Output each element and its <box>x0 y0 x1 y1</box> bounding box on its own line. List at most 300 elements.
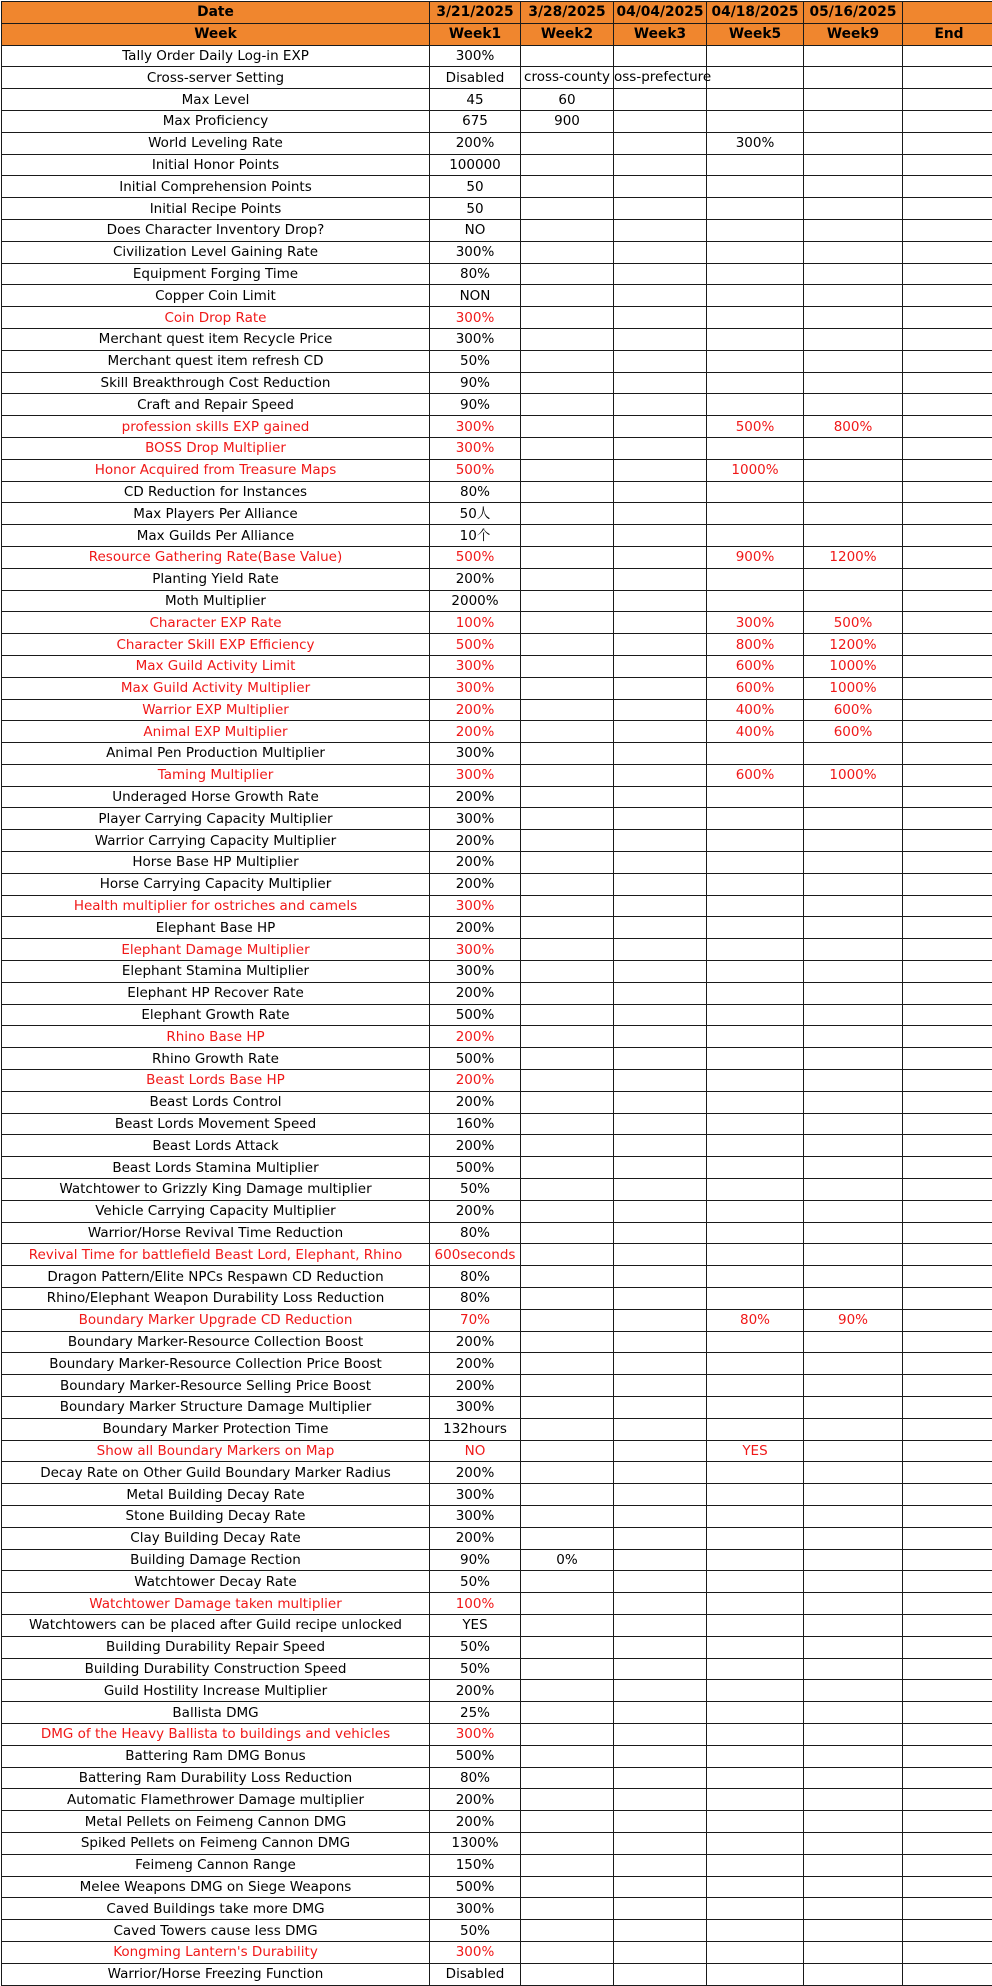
end-value-cell[interactable] <box>903 307 992 329</box>
week5-value-cell[interactable] <box>707 525 804 547</box>
header-cell-week1[interactable]: Week1 <box>430 23 521 45</box>
week5-value-cell[interactable] <box>707 1222 804 1244</box>
week1-value-cell[interactable]: 300% <box>430 939 521 961</box>
end-value-cell[interactable] <box>903 1397 992 1419</box>
setting-name-cell[interactable]: Watchtower Damage taken multiplier <box>2 1593 430 1615</box>
week2-value-cell[interactable] <box>521 634 614 656</box>
week2-value-cell[interactable] <box>521 721 614 743</box>
week3-value-cell[interactable] <box>614 1527 707 1549</box>
week1-value-cell[interactable]: 300% <box>430 655 521 677</box>
setting-name-cell[interactable]: Moth Multiplier <box>2 590 430 612</box>
week9-value-cell[interactable] <box>804 154 903 176</box>
week9-value-cell[interactable] <box>804 1113 903 1135</box>
week1-value-cell[interactable]: 70% <box>430 1309 521 1331</box>
week9-value-cell[interactable] <box>804 1854 903 1876</box>
week1-value-cell[interactable]: 150% <box>430 1854 521 1876</box>
setting-name-cell[interactable]: Horse Carrying Capacity Multiplier <box>2 873 430 895</box>
week1-value-cell[interactable]: 50 <box>430 176 521 198</box>
setting-name-cell[interactable]: Metal Pellets on Feimeng Cannon DMG <box>2 1811 430 1833</box>
week9-value-cell[interactable] <box>804 786 903 808</box>
header-cell-week2[interactable]: Week2 <box>521 23 614 45</box>
week2-value-cell[interactable] <box>521 198 614 220</box>
week1-value-cell[interactable]: 200% <box>430 1331 521 1353</box>
end-value-cell[interactable] <box>903 1440 992 1462</box>
week1-value-cell[interactable]: 50% <box>430 1571 521 1593</box>
end-value-cell[interactable] <box>903 1244 992 1266</box>
week3-value-cell[interactable] <box>614 1440 707 1462</box>
week5-value-cell[interactable]: 400% <box>707 699 804 721</box>
setting-name-cell[interactable]: Boundary Marker-Resource Selling Price Boost <box>2 1375 430 1397</box>
end-value-cell[interactable] <box>903 241 992 263</box>
week1-value-cell[interactable]: 200% <box>430 1527 521 1549</box>
week3-value-cell[interactable] <box>614 1331 707 1353</box>
end-value-cell[interactable] <box>903 917 992 939</box>
week3-value-cell[interactable] <box>614 1004 707 1026</box>
end-value-cell[interactable] <box>903 263 992 285</box>
week5-value-cell[interactable] <box>707 1288 804 1310</box>
end-value-cell[interactable] <box>903 721 992 743</box>
week5-value-cell[interactable] <box>707 808 804 830</box>
week1-value-cell[interactable]: 300% <box>430 1723 521 1745</box>
week3-value-cell[interactable] <box>614 1614 707 1636</box>
week3-value-cell[interactable] <box>614 1397 707 1419</box>
setting-name-cell[interactable]: Elephant Growth Rate <box>2 1004 430 1026</box>
setting-name-cell[interactable]: Ballista DMG <box>2 1702 430 1724</box>
week5-value-cell[interactable] <box>707 241 804 263</box>
week9-value-cell[interactable] <box>804 961 903 983</box>
week2-value-cell[interactable] <box>521 1440 614 1462</box>
week9-value-cell[interactable] <box>804 1484 903 1506</box>
week1-value-cell[interactable]: 200% <box>430 699 521 721</box>
week1-value-cell[interactable]: 200% <box>430 1026 521 1048</box>
end-value-cell[interactable] <box>903 1048 992 1070</box>
week2-value-cell[interactable] <box>521 328 614 350</box>
week5-value-cell[interactable] <box>707 1135 804 1157</box>
end-value-cell[interactable] <box>903 372 992 394</box>
week9-value-cell[interactable] <box>804 1004 903 1026</box>
week2-value-cell[interactable] <box>521 1920 614 1942</box>
week3-value-cell[interactable] <box>614 394 707 416</box>
end-value-cell[interactable] <box>903 503 992 525</box>
week5-value-cell[interactable] <box>707 1941 804 1963</box>
week9-value-cell[interactable] <box>804 307 903 329</box>
week3-value-cell[interactable] <box>614 786 707 808</box>
end-value-cell[interactable] <box>903 1462 992 1484</box>
setting-name-cell[interactable]: Feimeng Cannon Range <box>2 1854 430 1876</box>
end-value-cell[interactable] <box>903 1636 992 1658</box>
week9-value-cell[interactable]: 1200% <box>804 634 903 656</box>
setting-name-cell[interactable]: Horse Base HP Multiplier <box>2 852 430 874</box>
header-cell-date-week9[interactable]: 05/16/2025 <box>804 2 903 24</box>
week5-value-cell[interactable] <box>707 1200 804 1222</box>
week1-value-cell[interactable]: NO <box>430 219 521 241</box>
week5-value-cell[interactable]: 1000% <box>707 459 804 481</box>
end-value-cell[interactable] <box>903 1331 992 1353</box>
week9-value-cell[interactable] <box>804 1179 903 1201</box>
week3-value-cell[interactable] <box>614 1549 707 1571</box>
setting-name-cell[interactable]: Merchant quest item Recycle Price <box>2 328 430 350</box>
week9-value-cell[interactable] <box>804 1135 903 1157</box>
week3-value-cell[interactable] <box>614 982 707 1004</box>
week3-value-cell[interactable] <box>614 1789 707 1811</box>
week1-value-cell[interactable]: 200% <box>430 1680 521 1702</box>
week2-value-cell[interactable] <box>521 1113 614 1135</box>
setting-name-cell[interactable]: Metal Building Decay Rate <box>2 1484 430 1506</box>
week1-value-cell[interactable]: 300% <box>430 1505 521 1527</box>
setting-name-cell[interactable]: Animal Pen Production Multiplier <box>2 743 430 765</box>
week2-value-cell[interactable] <box>521 416 614 438</box>
end-value-cell[interactable] <box>903 982 992 1004</box>
week2-value-cell[interactable] <box>521 546 614 568</box>
week5-value-cell[interactable] <box>707 1266 804 1288</box>
week5-value-cell[interactable]: 300% <box>707 612 804 634</box>
week9-value-cell[interactable]: 1000% <box>804 677 903 699</box>
week9-value-cell[interactable] <box>804 895 903 917</box>
week2-value-cell[interactable] <box>521 939 614 961</box>
week5-value-cell[interactable] <box>707 568 804 590</box>
week2-value-cell[interactable] <box>521 525 614 547</box>
setting-name-cell[interactable]: Guild Hostility Increase Multiplier <box>2 1680 430 1702</box>
end-value-cell[interactable] <box>903 808 992 830</box>
week9-value-cell[interactable]: 1200% <box>804 546 903 568</box>
end-value-cell[interactable] <box>903 546 992 568</box>
end-value-cell[interactable] <box>903 1593 992 1615</box>
week5-value-cell[interactable] <box>707 895 804 917</box>
week2-value-cell[interactable] <box>521 1702 614 1724</box>
week9-value-cell[interactable] <box>804 1636 903 1658</box>
week5-value-cell[interactable] <box>707 1157 804 1179</box>
week2-value-cell[interactable] <box>521 1179 614 1201</box>
week3-value-cell[interactable] <box>614 590 707 612</box>
week1-value-cell[interactable]: 500% <box>430 1157 521 1179</box>
setting-name-cell[interactable]: Building Durability Repair Speed <box>2 1636 430 1658</box>
end-value-cell[interactable] <box>903 677 992 699</box>
week5-value-cell[interactable] <box>707 982 804 1004</box>
week9-value-cell[interactable]: 600% <box>804 699 903 721</box>
week5-value-cell[interactable] <box>707 1179 804 1201</box>
week5-value-cell[interactable] <box>707 830 804 852</box>
week2-value-cell[interactable] <box>521 1070 614 1092</box>
end-value-cell[interactable] <box>903 67 992 89</box>
week9-value-cell[interactable] <box>804 525 903 547</box>
week5-value-cell[interactable] <box>707 1026 804 1048</box>
week9-value-cell[interactable] <box>804 1266 903 1288</box>
end-value-cell[interactable] <box>903 830 992 852</box>
setting-name-cell[interactable]: Initial Recipe Points <box>2 198 430 220</box>
setting-name-cell[interactable]: Decay Rate on Other Guild Boundary Marker Radius <box>2 1462 430 1484</box>
end-value-cell[interactable] <box>903 568 992 590</box>
setting-name-cell[interactable]: Kongming Lantern's Durability <box>2 1941 430 1963</box>
week2-value-cell[interactable] <box>521 481 614 503</box>
week3-value-cell[interactable] <box>614 1200 707 1222</box>
week1-value-cell[interactable]: 200% <box>430 721 521 743</box>
week9-value-cell[interactable] <box>804 1048 903 1070</box>
week9-value-cell[interactable] <box>804 743 903 765</box>
week5-value-cell[interactable]: 600% <box>707 655 804 677</box>
week3-value-cell[interactable] <box>614 437 707 459</box>
week3-value-cell[interactable] <box>614 873 707 895</box>
week5-value-cell[interactable]: 400% <box>707 721 804 743</box>
week9-value-cell[interactable] <box>804 1832 903 1854</box>
week2-value-cell[interactable] <box>521 808 614 830</box>
week5-value-cell[interactable] <box>707 1418 804 1440</box>
week9-value-cell[interactable] <box>804 917 903 939</box>
setting-name-cell[interactable]: Elephant Stamina Multiplier <box>2 961 430 983</box>
setting-name-cell[interactable]: Underaged Horse Growth Rate <box>2 786 430 808</box>
week5-value-cell[interactable] <box>707 1789 804 1811</box>
week5-value-cell[interactable]: 500% <box>707 416 804 438</box>
week3-value-cell[interactable] <box>614 1375 707 1397</box>
week3-value-cell[interactable] <box>614 1418 707 1440</box>
end-value-cell[interactable] <box>903 1484 992 1506</box>
end-value-cell[interactable] <box>903 45 992 67</box>
end-value-cell[interactable] <box>903 1832 992 1854</box>
week9-value-cell[interactable] <box>804 1288 903 1310</box>
week3-value-cell[interactable] <box>614 699 707 721</box>
week1-value-cell[interactable]: 200% <box>430 830 521 852</box>
week5-value-cell[interactable] <box>707 307 804 329</box>
week1-value-cell[interactable]: 200% <box>430 1789 521 1811</box>
week9-value-cell[interactable] <box>804 1462 903 1484</box>
end-value-cell[interactable] <box>903 176 992 198</box>
week1-value-cell[interactable]: 200% <box>430 132 521 154</box>
week9-value-cell[interactable]: 1000% <box>804 655 903 677</box>
end-value-cell[interactable] <box>903 1658 992 1680</box>
week3-value-cell[interactable] <box>614 546 707 568</box>
setting-name-cell[interactable]: Caved Towers cause less DMG <box>2 1920 430 1942</box>
week9-value-cell[interactable] <box>804 1549 903 1571</box>
week5-value-cell[interactable] <box>707 1593 804 1615</box>
week3-value-cell[interactable] <box>614 176 707 198</box>
week5-value-cell[interactable]: 600% <box>707 677 804 699</box>
week3-value-cell[interactable] <box>614 1723 707 1745</box>
week1-value-cell[interactable]: 200% <box>430 873 521 895</box>
week2-value-cell[interactable] <box>521 394 614 416</box>
setting-name-cell[interactable]: Boundary Marker-Resource Collection Price Boost <box>2 1353 430 1375</box>
week3-value-cell[interactable] <box>614 1658 707 1680</box>
week2-value-cell[interactable] <box>521 372 614 394</box>
setting-name-cell[interactable]: Watchtowers can be placed after Guild recipe unlocked <box>2 1614 430 1636</box>
week9-value-cell[interactable] <box>804 198 903 220</box>
week5-value-cell[interactable]: 80% <box>707 1309 804 1331</box>
week5-value-cell[interactable]: 800% <box>707 634 804 656</box>
setting-name-cell[interactable]: Warrior/Horse Freezing Function <box>2 1963 430 1985</box>
week3-value-cell[interactable] <box>614 307 707 329</box>
setting-name-cell[interactable]: Craft and Repair Speed <box>2 394 430 416</box>
week2-value-cell[interactable] <box>521 1331 614 1353</box>
setting-name-cell[interactable]: Boundary Marker-Resource Collection Boost <box>2 1331 430 1353</box>
week2-value-cell[interactable] <box>521 1658 614 1680</box>
week3-value-cell[interactable] <box>614 285 707 307</box>
end-value-cell[interactable] <box>903 873 992 895</box>
week3-value-cell[interactable] <box>614 219 707 241</box>
setting-name-cell[interactable]: Resource Gathering Rate(Base Value) <box>2 546 430 568</box>
week9-value-cell[interactable] <box>804 1745 903 1767</box>
week9-value-cell[interactable] <box>804 1658 903 1680</box>
week5-value-cell[interactable] <box>707 1004 804 1026</box>
week3-value-cell[interactable] <box>614 1571 707 1593</box>
week9-value-cell[interactable] <box>804 45 903 67</box>
week2-value-cell[interactable] <box>521 1200 614 1222</box>
week1-value-cell[interactable]: 80% <box>430 1288 521 1310</box>
end-value-cell[interactable] <box>903 612 992 634</box>
week9-value-cell[interactable] <box>804 1222 903 1244</box>
week5-value-cell[interactable] <box>707 154 804 176</box>
week3-value-cell[interactable] <box>614 1680 707 1702</box>
week5-value-cell[interactable] <box>707 1898 804 1920</box>
end-value-cell[interactable] <box>903 1854 992 1876</box>
week2-value-cell[interactable] <box>521 699 614 721</box>
week1-value-cell[interactable]: 300% <box>430 1898 521 1920</box>
week1-value-cell[interactable]: 80% <box>430 1767 521 1789</box>
week9-value-cell[interactable] <box>804 568 903 590</box>
week3-value-cell[interactable] <box>614 198 707 220</box>
week9-value-cell[interactable] <box>804 459 903 481</box>
week9-value-cell[interactable] <box>804 1200 903 1222</box>
week1-value-cell[interactable]: 300% <box>430 307 521 329</box>
week1-value-cell[interactable]: 90% <box>430 394 521 416</box>
week1-value-cell[interactable]: 10个 <box>430 525 521 547</box>
week3-value-cell[interactable] <box>614 132 707 154</box>
week2-value-cell[interactable] <box>521 1375 614 1397</box>
week2-value-cell[interactable] <box>521 503 614 525</box>
week1-value-cell[interactable]: 200% <box>430 1070 521 1092</box>
week9-value-cell[interactable] <box>804 939 903 961</box>
week2-value-cell[interactable] <box>521 1266 614 1288</box>
week9-value-cell[interactable] <box>804 503 903 525</box>
week5-value-cell[interactable] <box>707 1113 804 1135</box>
week2-value-cell[interactable] <box>521 743 614 765</box>
week2-value-cell[interactable] <box>521 1941 614 1963</box>
setting-name-cell[interactable]: Revival Time for battlefield Beast Lord, Elephant, Rhino <box>2 1244 430 1266</box>
header-cell-date[interactable]: Date <box>2 2 430 24</box>
week5-value-cell[interactable] <box>707 219 804 241</box>
end-value-cell[interactable] <box>903 154 992 176</box>
setting-name-cell[interactable]: Boundary Marker Protection Time <box>2 1418 430 1440</box>
end-value-cell[interactable] <box>903 89 992 111</box>
week3-value-cell[interactable] <box>614 1920 707 1942</box>
week3-value-cell[interactable] <box>614 350 707 372</box>
week3-value-cell[interactable] <box>614 1135 707 1157</box>
week9-value-cell[interactable] <box>804 1331 903 1353</box>
week1-value-cell[interactable]: 25% <box>430 1702 521 1724</box>
week2-value-cell[interactable] <box>521 590 614 612</box>
week3-value-cell[interactable] <box>614 1832 707 1854</box>
week2-value-cell[interactable] <box>521 1767 614 1789</box>
week9-value-cell[interactable] <box>804 1244 903 1266</box>
week2-value-cell[interactable] <box>521 1135 614 1157</box>
end-value-cell[interactable] <box>903 1898 992 1920</box>
week3-value-cell[interactable] <box>614 241 707 263</box>
week1-value-cell[interactable]: NON <box>430 285 521 307</box>
week3-value-cell[interactable] <box>614 1745 707 1767</box>
week3-value-cell[interactable] <box>614 1353 707 1375</box>
week2-value-cell[interactable]: 900 <box>521 110 614 132</box>
header-cell-date-week5[interactable]: 04/18/2025 <box>707 2 804 24</box>
week5-value-cell[interactable] <box>707 1614 804 1636</box>
week5-value-cell[interactable] <box>707 1353 804 1375</box>
week5-value-cell[interactable] <box>707 1549 804 1571</box>
week1-value-cell[interactable]: 50% <box>430 350 521 372</box>
end-value-cell[interactable] <box>903 1135 992 1157</box>
week1-value-cell[interactable]: 50% <box>430 1636 521 1658</box>
week5-value-cell[interactable] <box>707 350 804 372</box>
week9-value-cell[interactable] <box>804 1418 903 1440</box>
setting-name-cell[interactable]: Vehicle Carrying Capacity Multiplier <box>2 1200 430 1222</box>
week9-value-cell[interactable] <box>804 982 903 1004</box>
week2-value-cell[interactable] <box>521 1680 614 1702</box>
week2-value-cell[interactable] <box>521 1963 614 1985</box>
week3-value-cell[interactable] <box>614 917 707 939</box>
week1-value-cell[interactable]: 300% <box>430 808 521 830</box>
week9-value-cell[interactable] <box>804 481 903 503</box>
week2-value-cell[interactable] <box>521 1004 614 1026</box>
week3-value-cell[interactable] <box>614 1462 707 1484</box>
week3-value-cell[interactable] <box>614 1484 707 1506</box>
week9-value-cell[interactable] <box>804 219 903 241</box>
week1-value-cell[interactable]: 90% <box>430 1549 521 1571</box>
week2-value-cell[interactable] <box>521 1288 614 1310</box>
end-value-cell[interactable] <box>903 1070 992 1092</box>
week3-value-cell[interactable] <box>614 743 707 765</box>
week2-value-cell[interactable] <box>521 1898 614 1920</box>
setting-name-cell[interactable]: Initial Comprehension Points <box>2 176 430 198</box>
week5-value-cell[interactable] <box>707 852 804 874</box>
week1-value-cell[interactable]: 500% <box>430 459 521 481</box>
end-value-cell[interactable] <box>903 437 992 459</box>
week9-value-cell[interactable] <box>804 852 903 874</box>
week1-value-cell[interactable]: 675 <box>430 110 521 132</box>
week5-value-cell[interactable] <box>707 1811 804 1833</box>
week1-value-cell[interactable]: 300% <box>430 437 521 459</box>
setting-name-cell[interactable]: Show all Boundary Markers on Map <box>2 1440 430 1462</box>
end-value-cell[interactable] <box>903 1004 992 1026</box>
week2-value-cell[interactable] <box>521 1353 614 1375</box>
end-value-cell[interactable] <box>903 1266 992 1288</box>
week5-value-cell[interactable] <box>707 873 804 895</box>
end-value-cell[interactable] <box>903 459 992 481</box>
week2-value-cell[interactable] <box>521 786 614 808</box>
week1-value-cell[interactable]: 200% <box>430 852 521 874</box>
week3-value-cell[interactable] <box>614 110 707 132</box>
week5-value-cell[interactable] <box>707 1702 804 1724</box>
week9-value-cell[interactable] <box>804 1026 903 1048</box>
week3-value-cell[interactable] <box>614 1876 707 1898</box>
week5-value-cell[interactable] <box>707 1832 804 1854</box>
end-value-cell[interactable] <box>903 764 992 786</box>
week2-value-cell[interactable] <box>521 1811 614 1833</box>
setting-name-cell[interactable]: Boundary Marker Structure Damage Multiplier <box>2 1397 430 1419</box>
week2-value-cell[interactable] <box>521 568 614 590</box>
week2-value-cell[interactable] <box>521 176 614 198</box>
week2-value-cell[interactable] <box>521 1484 614 1506</box>
end-value-cell[interactable] <box>903 132 992 154</box>
week2-value-cell[interactable] <box>521 285 614 307</box>
week3-value-cell[interactable] <box>614 481 707 503</box>
header-cell-date-week1[interactable]: 3/21/2025 <box>430 2 521 24</box>
week2-value-cell[interactable] <box>521 612 614 634</box>
week3-value-cell[interactable] <box>614 634 707 656</box>
end-value-cell[interactable] <box>903 1723 992 1745</box>
week1-value-cell[interactable]: YES <box>430 1614 521 1636</box>
week5-value-cell[interactable] <box>707 1963 804 1985</box>
week2-value-cell[interactable] <box>521 1593 614 1615</box>
week3-value-cell[interactable] <box>614 67 707 89</box>
week1-value-cell[interactable]: 500% <box>430 1004 521 1026</box>
week9-value-cell[interactable] <box>804 1353 903 1375</box>
week3-value-cell[interactable] <box>614 459 707 481</box>
week1-value-cell[interactable]: 80% <box>430 263 521 285</box>
